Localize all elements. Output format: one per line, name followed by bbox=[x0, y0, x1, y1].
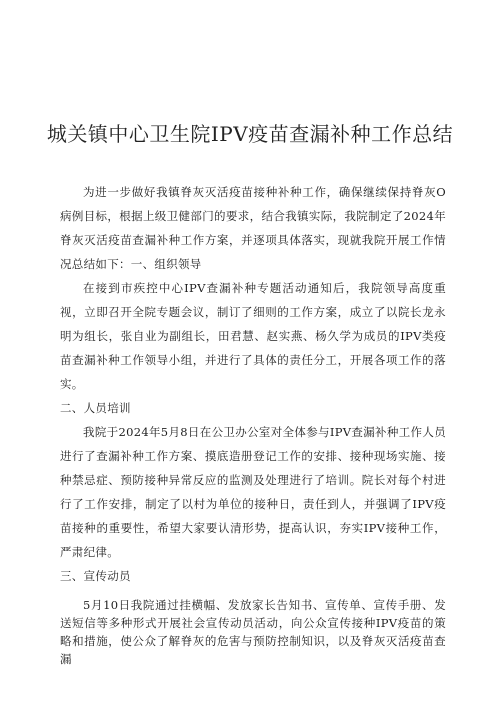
paragraph-training: 我院于2024年5月8日在公卫办公室对全体参与IPV查漏补种工作人员进行了查漏补种工作方案、摸底造册登记工作的安排、接种现场实施、接种禁忌症、预防接种异常反应的监测及处理进行了培训。院长对每个村进行了工作安排，制定了以村为单位的接种日，责任到人，并强调了IPV疫苗接种的重要性，希望大家要认清形势，提高认识，夯实IPV接种工作，严肃纪律。 bbox=[60, 425, 446, 559]
paragraph-intro: 为进一步做好我镇脊灰灭活疫苗接种补种工作，确保继续保持脊灰O病例目标，根据上级卫健部门的要求，结合我镇实际，我院制定了2024年脊灰灭活疫苗查漏补种工作方案，并逐项具体落实，现就我院开展工作情况总结如下：一、组织领导 bbox=[60, 185, 446, 271]
paragraph-organization: 在接到市疾控中心IPV查漏补种专题活动通知后，我院领导高度重视，立即召开全院专题会议，制订了细则的工作方案，成立了以院长龙永明为组长，张自业为副组长，田君慧、赵实燕、杨久学为成员的IPV类疫苗查漏补种工作领导小组，并进行了具体的责任分工，开展各项工作的落实。 bbox=[60, 281, 446, 391]
paragraph-publicity: 5月10日我院通过挂横幅、发放家长告知书、宣传单、宣传手册、发送短信等多种形式开展社会宣传动员活动，向公众宣传接种IPV疫苗的策略和措施，使公众了解脊灰的危害与预防控制知识，以及脊灰灭活疫苗查漏 bbox=[60, 598, 446, 666]
document-body bbox=[60, 180, 446, 668]
document-title: 城关镇中心卫生院IPV疫苗查漏补种工作总结 bbox=[46, 122, 454, 146]
section-heading-publicity: 三、宣传动员 bbox=[60, 569, 131, 583]
section-heading-training: 二、人员培训 bbox=[60, 401, 131, 415]
